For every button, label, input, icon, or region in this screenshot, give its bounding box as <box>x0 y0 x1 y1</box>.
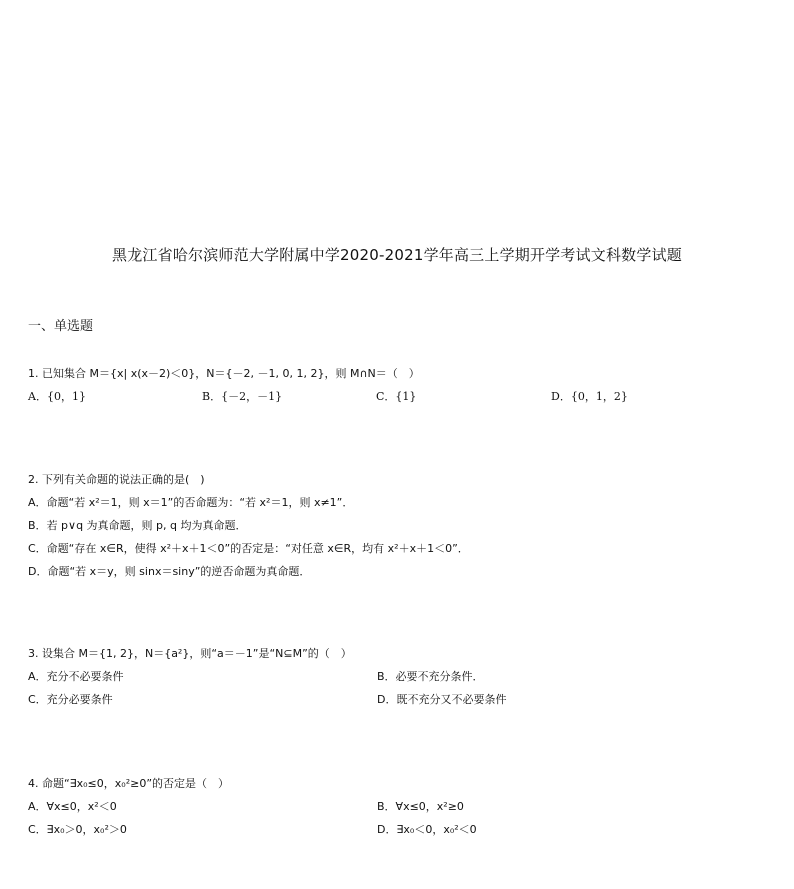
question-4-options-row-2 <box>28 818 768 841</box>
option-a: A．充分不必要条件 <box>28 670 124 683</box>
option-c: C．{1} <box>376 390 417 403</box>
question-3-stem: 3. 设集合 M＝{1, 2}，N＝{a²}，则“a＝－1”是“N⊆M”的（ ） <box>28 647 352 660</box>
question-4-stem: 4. 命题“∃x₀≤0，x₀²≥0”的否定是（ ） <box>28 777 230 790</box>
question-2-option-b: B．若 p∨q 为真命题，则 p, q 均为真命题． <box>28 519 247 532</box>
question-2 <box>28 468 768 583</box>
question-1-stem: 1. 已知集合 M＝{x| x(x－2)＜0}，N＝{－2, －1, 0, 1, 2}，则 M∩N＝（ ） <box>28 367 420 380</box>
option-b: B．{－2，－1} <box>202 390 283 403</box>
question-4-options-row-1 <box>28 795 768 818</box>
question-4 <box>28 772 768 841</box>
option-a: A．∀x≤0，x²＜0 <box>28 800 117 813</box>
option-a: A．{0，1} <box>28 390 86 403</box>
question-2-stem: 2. 下列有关命题的说法正确的是( ) <box>28 473 205 486</box>
option-b: B．必要不充分条件． <box>377 670 484 683</box>
question-2-option-d: D．命题“若 x＝y，则 sinx＝siny”的逆否命题为真命题． <box>28 565 311 578</box>
question-3-options-row-2 <box>28 688 768 711</box>
section-heading: 一、单选题 <box>28 319 94 334</box>
question-1 <box>28 362 768 408</box>
question-2-option-a: A．命题“若 x²＝1，则 x＝1”的否命题为：“若 x²＝1，则 x≠1”． <box>28 496 354 509</box>
question-2-option-c: C．命题“存在 x∈R，使得 x²＋x＋1＜0”的否定是：“对任意 x∈R，均有 x²＋x＋1＜0”． <box>28 542 469 555</box>
document-title: 黑龙江省哈尔滨师范大学附属中学2020-2021学年高三上学期开学考试文科数学试题 <box>112 246 682 264</box>
question-3 <box>28 642 768 711</box>
option-b: B．∀x≤0，x²≥0 <box>377 800 464 813</box>
question-3-options-row-1 <box>28 665 768 688</box>
option-c: C．充分必要条件 <box>28 693 113 706</box>
question-1-options <box>28 385 768 408</box>
option-d: D．既不充分又不必要条件 <box>377 693 507 706</box>
option-c: C．∃x₀＞0，x₀²＞0 <box>28 823 127 836</box>
option-d: D．{0，1，2} <box>551 390 628 403</box>
option-d: D．∃x₀＜0，x₀²＜0 <box>377 823 477 836</box>
